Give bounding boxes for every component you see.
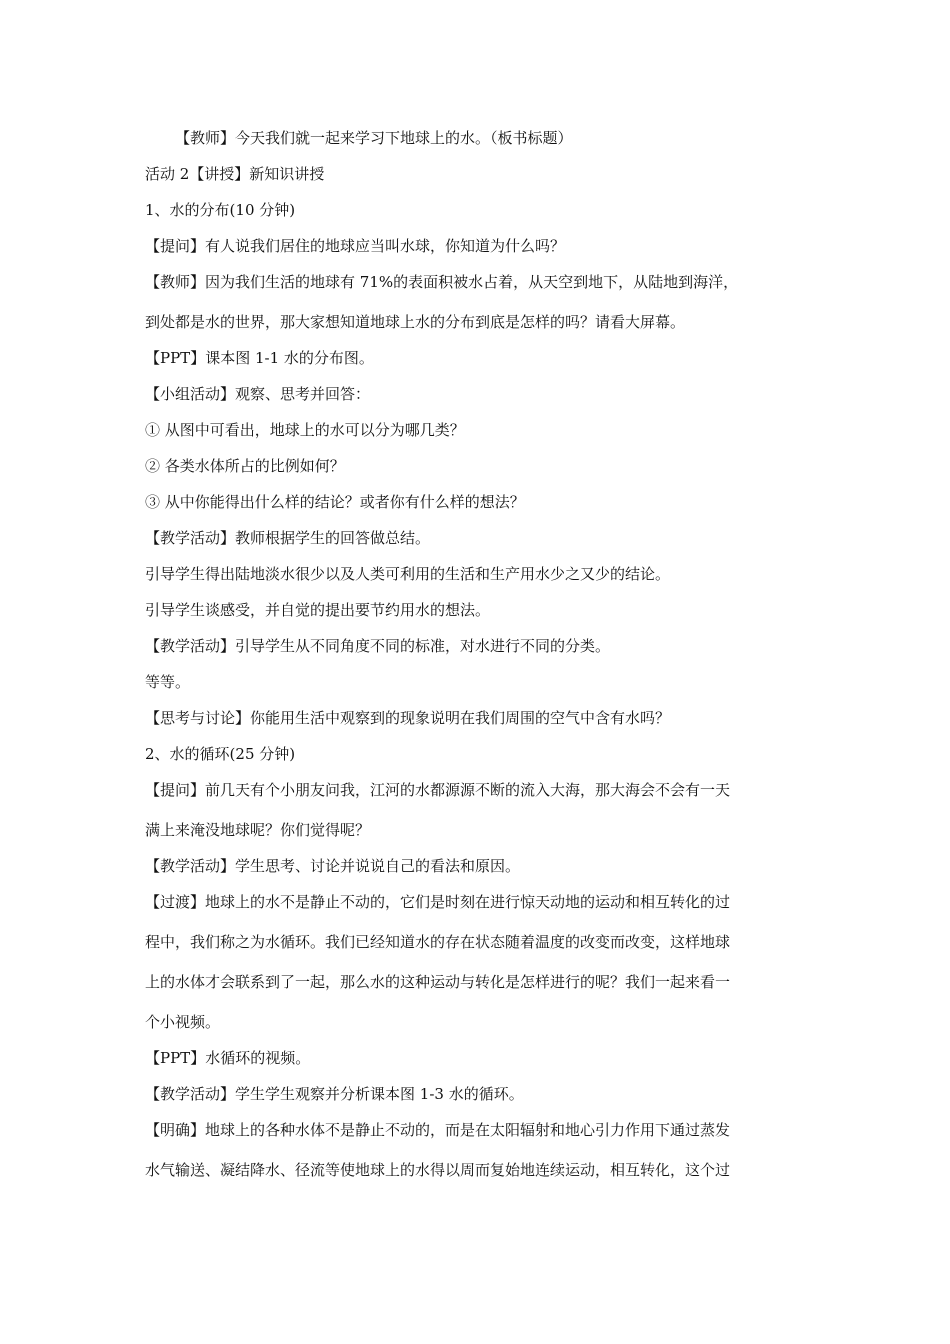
section-heading: 1、水的分布(10 分钟)	[145, 201, 296, 219]
text-line: 【教学活动】教师根据学生的回答做总结。	[145, 529, 431, 547]
text-line: 【教学活动】学生学生观察并分析课本图 1-3 水的循环。	[145, 1085, 524, 1103]
list-item: ③ 从中你能得出什么样的结论？或者你有什么样的想法？	[145, 493, 525, 511]
list-item: ① 从图中可看出，地球上的水可以分为哪几类？	[145, 421, 465, 439]
text-line: 【提问】有人说我们居住的地球应当叫水球，你知道为什么吗？	[145, 237, 566, 255]
text-line: 个小视频。	[145, 1013, 221, 1031]
text-line: 【提问】前几天有个小朋友问我，江河的水都源源不断的流入大海，那大海会不会有一天	[145, 781, 731, 799]
section-heading: 2、水的循环(25 分钟)	[145, 745, 296, 763]
text-line: 【教师】因为我们生活的地球有 71%的表面积被水占着，从天空到地下，从陆地到海洋，	[145, 273, 739, 291]
text-line: 满上来淹没地球呢？你们觉得呢？	[145, 821, 371, 839]
text-line: 上的水体才会联系到了一起，那么水的这种运动与转化是怎样进行的呢？我们一起来看一	[145, 973, 731, 991]
text-line: 水气输送、凝结降水、径流等使地球上的水得以周而复始地连续运动，相互转化，这个过	[145, 1161, 731, 1179]
text-line: 【小组活动】观察、思考并回答：	[145, 385, 371, 403]
text-line: 等等。	[145, 673, 191, 691]
list-item: ② 各类水体所占的比例如何？	[145, 457, 345, 475]
text-line: 【教学活动】引导学生从不同角度不同的标准，对水进行不同的分类。	[145, 637, 611, 655]
text-line: 【教学活动】学生思考、讨论并说说自己的看法和原因。	[145, 857, 521, 875]
text-line: 【教师】今天我们就一起来学习下地球上的水。（板书标题）	[175, 129, 573, 147]
text-line: 引导学生得出陆地淡水很少以及人类可利用的生活和生产用水少之又少的结论。	[145, 565, 671, 583]
text-line: 到处都是水的世界，那大家想知道地球上水的分布到底是怎样的吗？请看大屏幕。	[145, 313, 686, 331]
text-line: 【PPT】课本图 1-1 水的分布图。	[145, 349, 374, 367]
text-line: 【明确】地球上的各种水体不是静止不动的，而是在太阳辐射和地心引力作用下通过蒸发	[145, 1121, 731, 1139]
text-line: 【PPT】水循环的视频。	[145, 1049, 311, 1067]
text-line: 活动 2【讲授】新知识讲授	[145, 165, 325, 183]
text-line: 【思考与讨论】你能用生活中观察到的现象说明在我们周围的空气中含有水吗？	[145, 709, 671, 727]
text-line: 程中，我们称之为水循环。我们已经知道水的存在状态随着温度的改变而改变，这样地球	[145, 933, 731, 951]
text-line: 引导学生谈感受，并自觉的提出要节约用水的想法。	[145, 601, 491, 619]
text-line: 【过渡】地球上的水不是静止不动的，它们是时刻在进行惊天动地的运动和相互转化的过	[145, 893, 731, 911]
